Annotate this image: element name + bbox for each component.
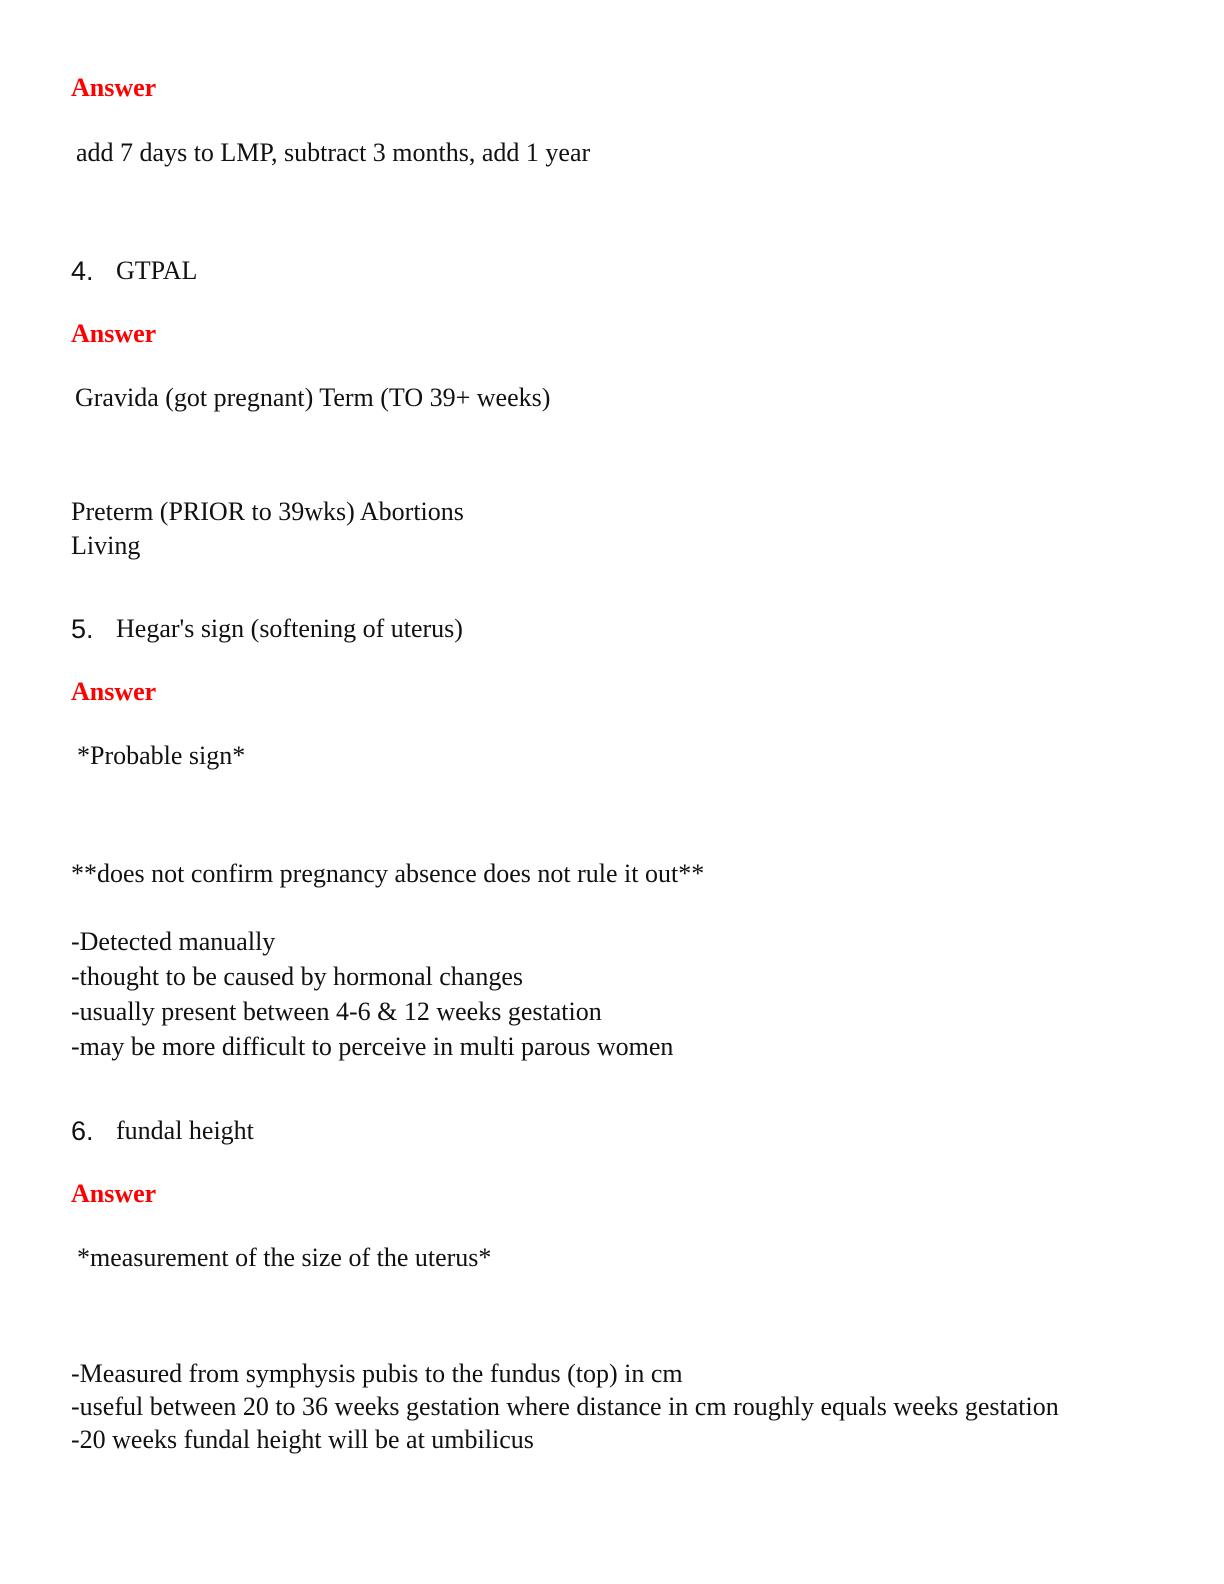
question-number: 5. [71,614,94,644]
answer-text: *Probable sign* [77,741,246,770]
detail-line: Preterm (PRIOR to 39wks) Abortions [71,497,464,526]
answer-label: Answer [71,319,157,348]
detail-line: -usually present between 4-6 & 12 weeks gestation [71,997,602,1026]
detail-line: -20 weeks fundal height will be at umbilicus [71,1425,534,1454]
question-text: fundal height [116,1116,254,1145]
answer-text: Gravida (got pregnant) Term (TO 39+ weeks) [75,383,551,412]
question-number: 6. [71,1116,94,1146]
detail-line: -thought to be caused by hormonal changes [71,962,523,991]
question-number: 4. [71,256,94,286]
detail-line: -may be more difficult to perceive in multi parous women [71,1032,674,1061]
answer-label: Answer [71,1179,157,1208]
question-text: GTPAL [116,256,198,285]
detail-line: -useful between 20 to 36 weeks gestation where distance in cm roughly equals weeks gestation [71,1392,1059,1421]
answer-text: *measurement of the size of the uterus* [77,1243,492,1272]
answer-text: add 7 days to LMP, subtract 3 months, add 1 year [76,138,591,167]
answer-label: Answer [71,73,157,102]
detail-line: -Measured from symphysis pubis to the fundus (top) in cm [71,1359,683,1388]
question-text: Hegar's sign (softening of uterus) [116,614,463,643]
answer-label: Answer [71,677,157,706]
detail-line: -Detected manually [71,927,276,956]
note-text: **does not confirm pregnancy absence does not rule it out** [71,859,705,888]
detail-line: Living [71,531,141,560]
